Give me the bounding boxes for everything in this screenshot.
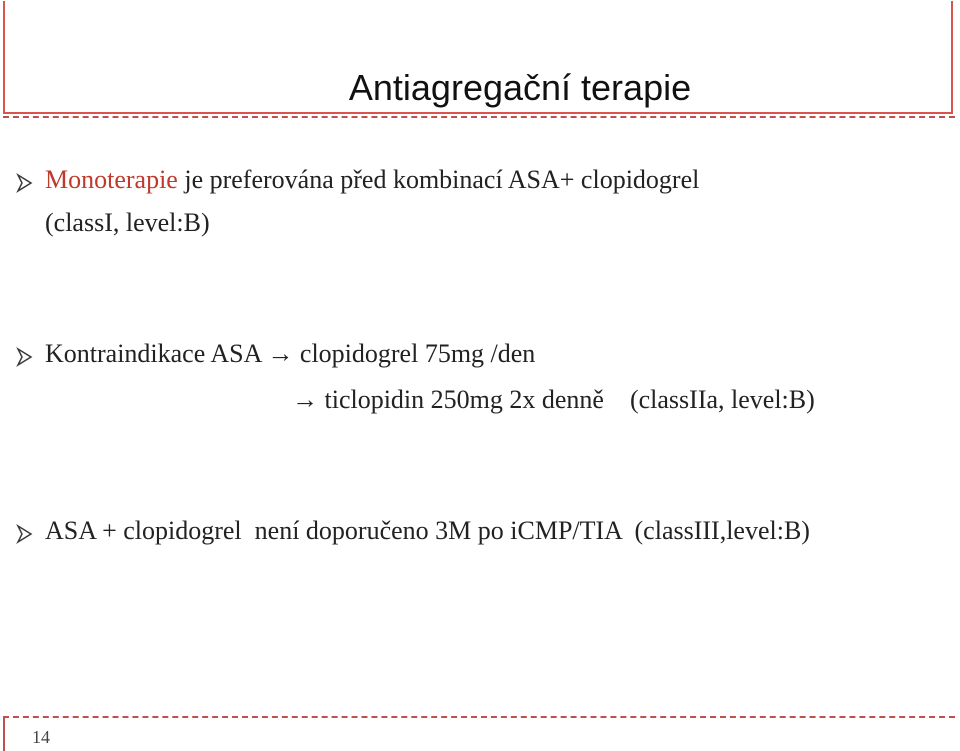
bullet-2-text: Kontraindikace ASA → clopidogrel 75mg /den [45, 339, 536, 368]
slide-title: Antiagregační terapie [348, 67, 692, 108]
arrowhead-bullet-icon [12, 345, 36, 369]
page-number: 14 [32, 727, 50, 747]
bullet-1-continuation: (classI, level:B) [45, 208, 210, 237]
arrowhead-bullet-icon [12, 171, 36, 195]
arrowhead-bullet-icon [12, 522, 36, 546]
bullet-1-line [45, 165, 699, 195]
title-divider [3, 116, 955, 118]
bullet-3-text: ASA + clopidogrel není doporučeno 3M po iCMP/TIA (classIII,level:B) [45, 516, 810, 545]
footer-frame-edge [3, 718, 5, 751]
bullet-2-continuation: → ticlopidin 250mg 2x denně (classIIa, level:B) [292, 385, 815, 414]
bullet-1-text: je preferována před kombinací ASA+ clopidogrel [177, 165, 700, 194]
footer-divider [3, 716, 955, 718]
bullet-1-lead: Monoterapie [45, 165, 178, 194]
